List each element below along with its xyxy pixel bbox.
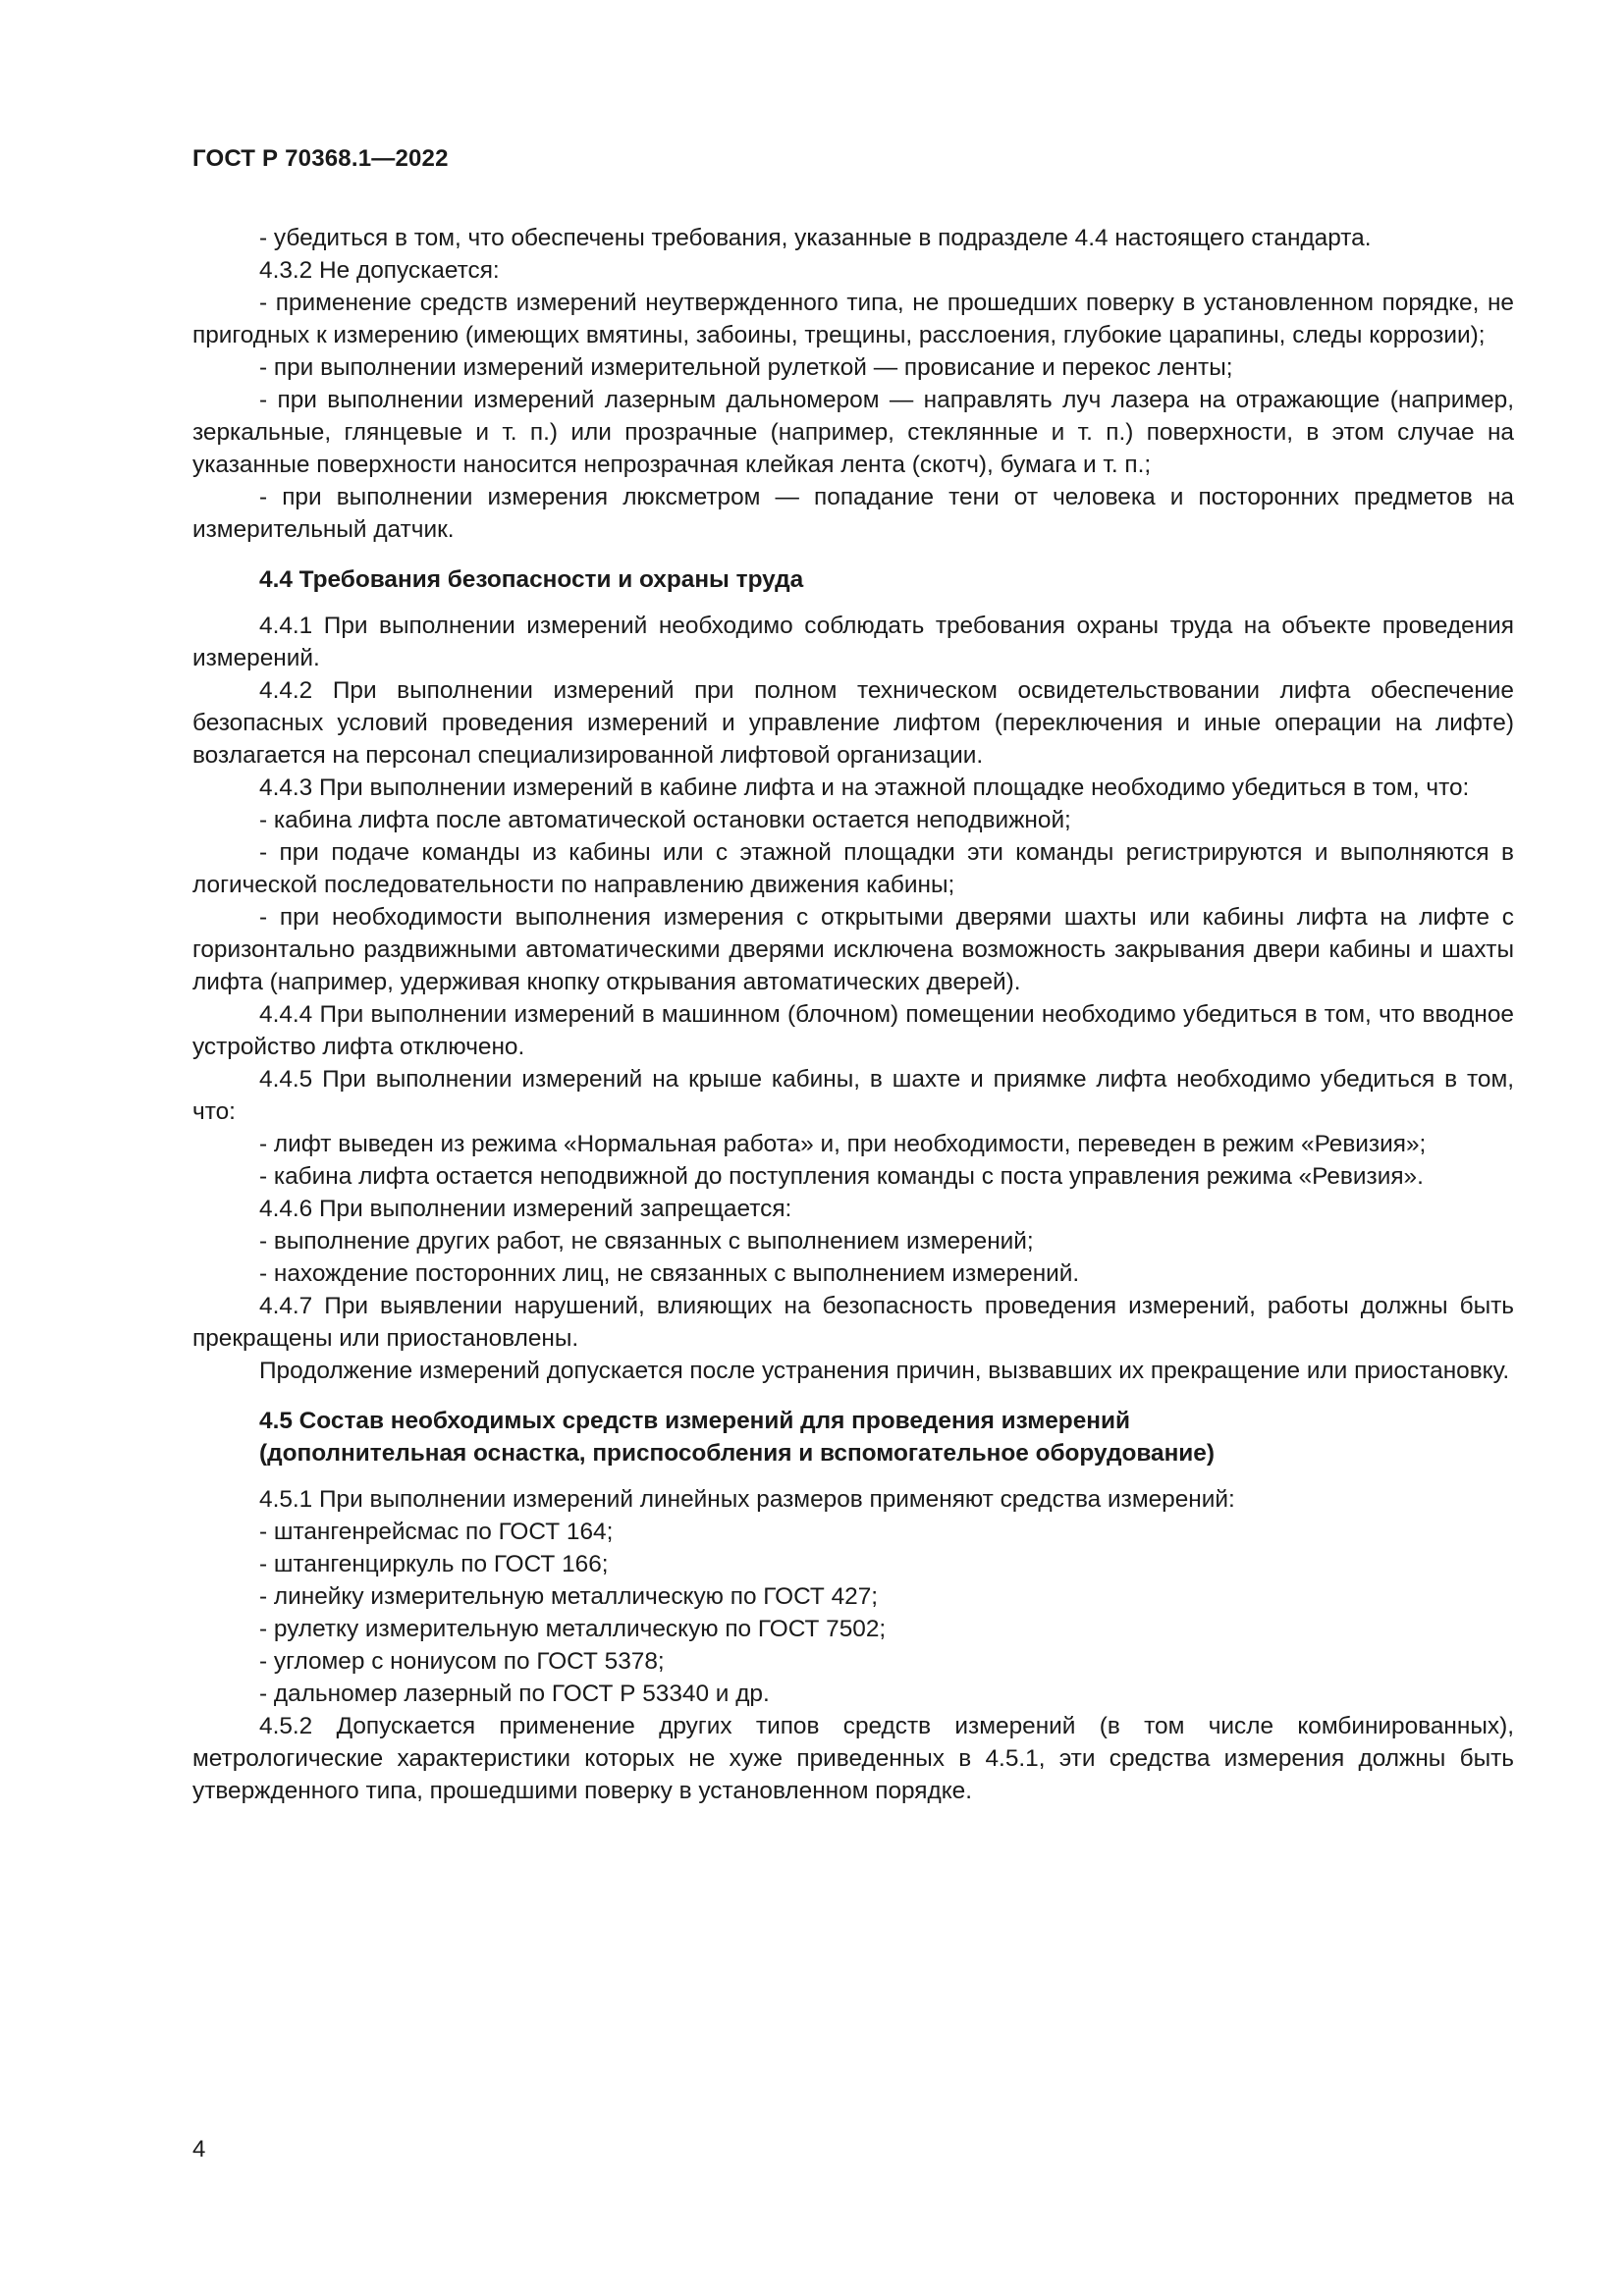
- list-item: - при выполнении измерений лазерным дальномером — направлять луч лазера на отражающие (например, зеркальные, глянцевые и т. п.) или прозрачные (например, стеклянные и т. п.) поверхности, в этом случае на указанные поверхности наносится непрозрачная клейкая лента (скотч), бумага и т. п.;: [192, 387, 1514, 478]
- section-heading-4-5: [192, 1405, 1514, 1469]
- list-item: - штангенрейсмас по ГОСТ 164;: [259, 1519, 614, 1545]
- clause-4-4-5: 4.4.5 При выполнении измерений на крыше кабины, в шахте и приямке лифта необходимо убедиться в том, что:: [192, 1066, 1514, 1125]
- list-item: - выполнение других работ, не связанных с выполнением измерений;: [259, 1228, 1034, 1255]
- list-item: - при подаче команды из кабины или с этажной площадки эти команды регистрируются и выполняются в логической последовательности по направлению движения кабины;: [192, 839, 1514, 898]
- section-heading-text-line-1: 4.5 Состав необходимых средств измерений для проведения измерений: [259, 1408, 1130, 1434]
- document-page: [192, 0, 1514, 2296]
- list-item: - кабина лифта после автоматической остановки остается неподвижной;: [259, 807, 1071, 833]
- page-number: 4: [192, 2136, 206, 2163]
- list-item: - штангенциркуль по ГОСТ 166;: [259, 1551, 609, 1577]
- clause-4-4-1: 4.4.1 При выполнении измерений необходимо соблюдать требования охраны труда на объекте проведения измерений.: [192, 613, 1514, 671]
- list-item: - лифт выведен из режима «Нормальная работа» и, при необходимости, переведен в режим «Ревизия»;: [259, 1131, 1427, 1157]
- paragraph: Продолжение измерений допускается после устранения причин, вызвавших их прекращение или приостановку.: [259, 1358, 1510, 1384]
- list-item: - убедиться в том, что обеспечены требования, указанные в подразделе 4.4 настоящего стандарта.: [259, 225, 1372, 251]
- list-item: - рулетку измерительную металлическую по ГОСТ 7502;: [259, 1616, 887, 1642]
- list-item: - применение средств измерений неутвержденного типа, не прошедших поверку в установленном порядке, не пригодных к измерению (имеющих вмятины, забоины, трещины, расслоения, глубокие царапины, следы коррозии);: [192, 290, 1514, 348]
- section-heading-text: 4.4 Требования безопасности и охраны труда: [259, 566, 804, 593]
- section-heading-text-line-2: (дополнительная оснастка, приспособления и вспомогательное оборудование): [259, 1440, 1215, 1467]
- list-item: - при выполнении измерения люксметром — попадание тени от человека и посторонних предметов на измерительный датчик.: [192, 484, 1514, 543]
- list-item: - кабина лифта остается неподвижной до поступления команды с поста управления режима «Ревизия».: [259, 1163, 1424, 1190]
- clause-4-3-2: 4.3.2 Не допускается:: [259, 257, 500, 284]
- clause-4-4-3: 4.4.3 При выполнении измерений в кабине лифта и на этажной площадке необходимо убедиться в том, что:: [259, 774, 1470, 801]
- document-body: [192, 222, 1514, 1807]
- clause-4-4-6: 4.4.6 При выполнении измерений запрещается:: [259, 1196, 792, 1222]
- clause-4-4-2: 4.4.2 При выполнении измерений при полном техническом освидетельствовании лифта обеспечение безопасных условий проведения измерений и управление лифтом (переключения и иные операции на лифте) возлагается на персонал специализированной лифтовой организации.: [192, 677, 1514, 769]
- clause-4-5-1: 4.5.1 При выполнении измерений линейных размеров применяют средства измерений:: [259, 1486, 1235, 1513]
- clause-4-4-7: 4.4.7 При выявлении нарушений, влияющих на безопасность проведения измерений, работы должны быть прекращены или приостановлены.: [192, 1293, 1514, 1352]
- list-item: - угломер с нониусом по ГОСТ 5378;: [259, 1648, 665, 1675]
- list-item: - дальномер лазерный по ГОСТ Р 53340 и др.: [259, 1681, 770, 1707]
- clause-4-4-4: 4.4.4 При выполнении измерений в машинном (блочном) помещении необходимо убедиться в том, что вводное устройство лифта отключено.: [192, 1001, 1514, 1060]
- list-item: - при выполнении измерений измерительной рулеткой — провисание и перекос ленты;: [259, 354, 1233, 381]
- document-code-header: ГОСТ Р 70368.1—2022: [192, 145, 449, 172]
- list-item: - линейку измерительную металлическую по ГОСТ 427;: [259, 1583, 879, 1610]
- clause-4-5-2: 4.5.2 Допускается применение других типов средств измерений (в том числе комбинированных), метрологические характеристики которых не хуже приведенных в 4.5.1, эти средства измерения должны быть утвержденного типа, прошедшими поверку в установленном порядке.: [192, 1713, 1514, 1804]
- list-item: - при необходимости выполнения измерения с открытыми дверями шахты или кабины лифта на лифте с горизонтально раздвижными автоматическими дверями исключена возможность закрывания двери кабины и шахты лифта (например, удерживая кнопку открывания автоматических дверей).: [192, 904, 1514, 995]
- section-heading-4-4: [192, 563, 1514, 596]
- list-item: - нахождение посторонних лиц, не связанных с выполнением измерений.: [259, 1260, 1080, 1287]
